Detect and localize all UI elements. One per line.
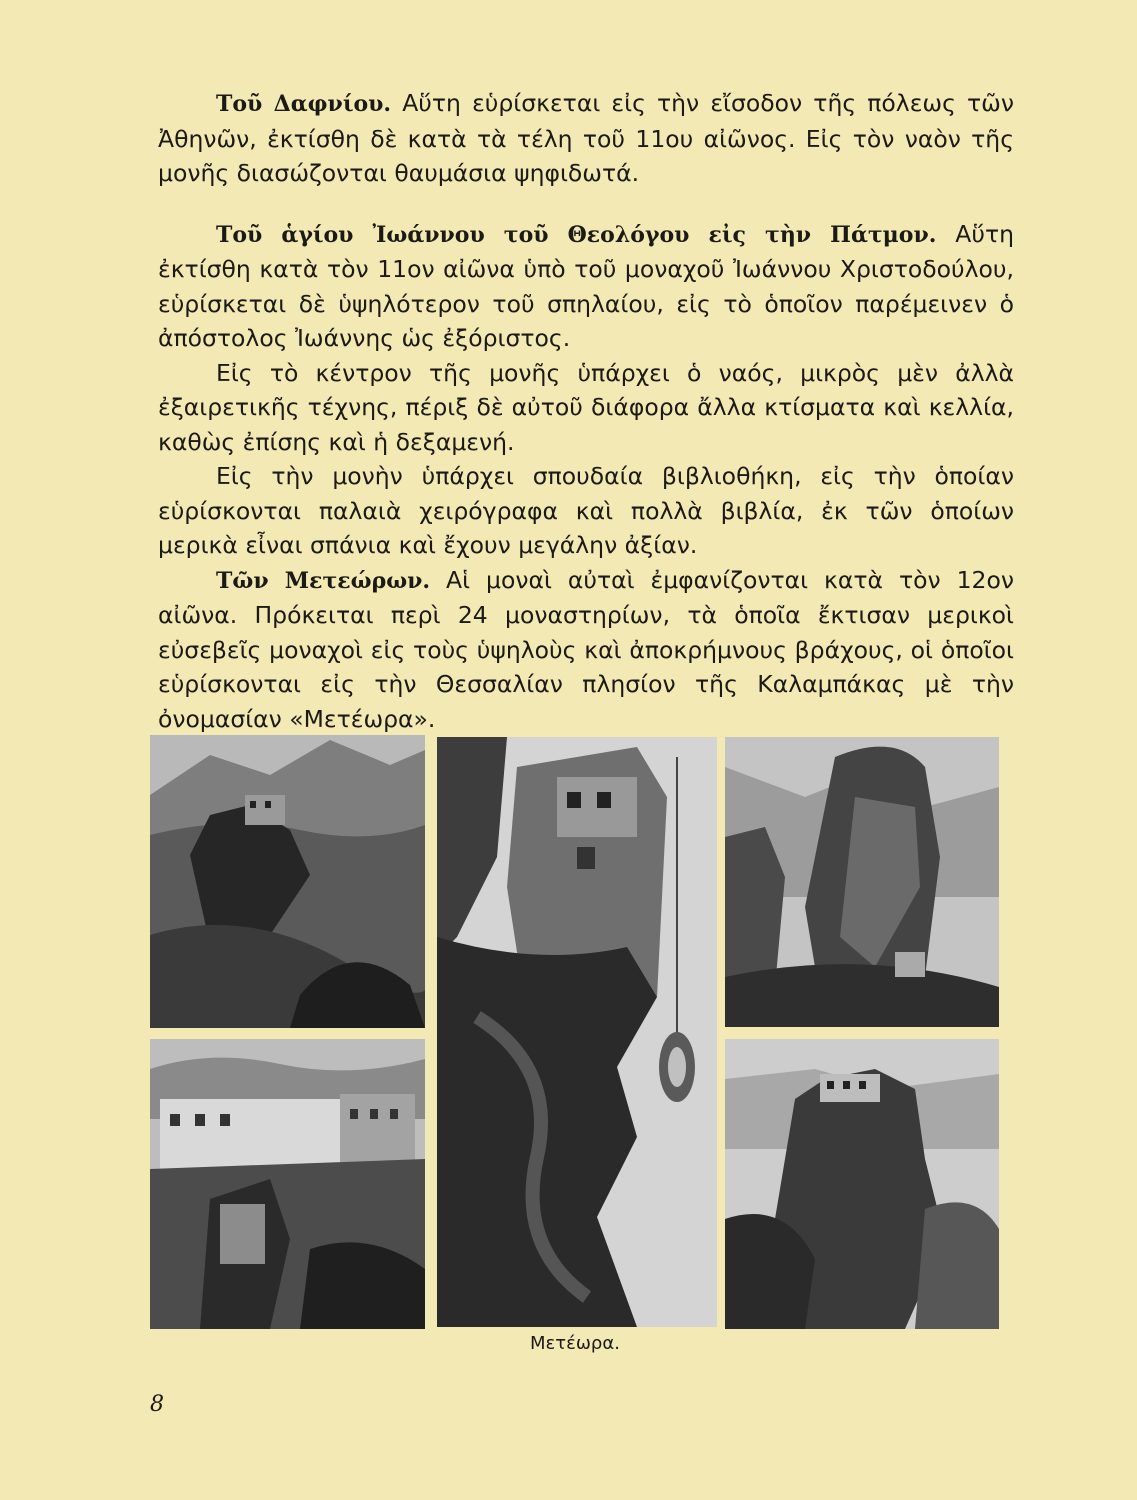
photo-meteora-center-tall	[437, 737, 717, 1327]
paragraph-text: Εἰς τὴν μονὴν ὑπάρχει σπουδαία βιβλιοθήκη, εἰς τὴν ὁποίαν εὑρίσκονται παλαιὰ χειρόγραφα καὶ πολλὰ βιβλία, ἐκ τῶν ὁποίων μερικὰ εἶναι σπάνια καὶ ἔχουν μεγάλην ἀξίαν.	[158, 462, 1014, 559]
heading-patmos: Τοῦ ἁγίου Ἰωάννου τοῦ Θεολόγου εἰς τὴν Πάτμον.	[216, 221, 937, 248]
page-number: 8	[150, 1392, 164, 1417]
body-text	[158, 86, 1014, 736]
heading-daphni: Τοῦ Δαφνίου.	[216, 91, 392, 117]
paragraph-text: Αὕτη εὑρίσκεται εἰς τὴν εἴσοδον τῆς πόλεως τῶν Ἀθηνῶν, ἐκτίσθη δὲ κατὰ τὰ τέλη τοῦ 11ου αἰῶνος. Εἰς τὸν ναὸν τῆς μονῆς διασώζονται θαυμάσια ψηφιδωτά.	[158, 89, 1014, 187]
photo-meteora-bottom-left	[150, 1039, 425, 1329]
paragraph-patmos-library	[158, 459, 1014, 563]
paragraph-text: Εἰς τὸ κέντρον τῆς μονῆς ὑπάρχει ὁ ναός, μικρὸς μὲν ἀλλὰ ἐξαιρετικῆς τέχνης, πέριξ δὲ αὐτοῦ διάφορα ἄλλα κτίσματα καὶ κελλία, καθὼς ἐπίσης καὶ ἡ δεξαμενή.	[158, 358, 1014, 456]
heading-meteora: Τῶν Μετεώρων.	[216, 567, 431, 594]
paragraph-text: Αἱ μοναὶ αὐταὶ ἐμφανίζονται κατὰ τὸν 12ον αἰῶνα. Πρόκειται περὶ 24 μοναστηρίων, τὰ ὁποῖα ἔκτισαν μερικοὶ εὐσεβεῖς μοναχοὶ εἰς τοὺς ὑψηλοὺς καὶ ἀποκρήμνους βράχους, οἱ ὁποῖοι εὑρίσκονται εἰς τὴν Θεσσαλίαν πλησίον τῆς Καλαμπάκας μὲ τὴν ὀνομασίαν «Μετέωρα».	[158, 565, 1014, 733]
photo-meteora-bottom-right	[725, 1039, 999, 1329]
paragraph-patmos-center	[158, 356, 1014, 460]
paragraph-patmos	[158, 217, 1014, 356]
photo-meteora-top-left	[150, 735, 425, 1028]
figure-caption: Μετέωρα.	[530, 1333, 620, 1354]
paragraph-meteora	[158, 563, 1014, 737]
paragraph-text: Αὕτη ἐκτίσθη κατὰ τὸν 11ον αἰῶνα ὑπὸ τοῦ μοναχοῦ Ἰωάννου Χριστοδούλου, εὑρίσκεται δὲ ὑψηλότερον τοῦ σπηλαίου, εἰς τὸ ὁποῖον παρέμεινεν ὁ ἀπόστολος Ἰωάννης ὡς ἐξόριστος.	[158, 219, 1015, 352]
paragraph-daphni	[158, 86, 1014, 191]
photo-meteora-top-right	[725, 737, 999, 1027]
